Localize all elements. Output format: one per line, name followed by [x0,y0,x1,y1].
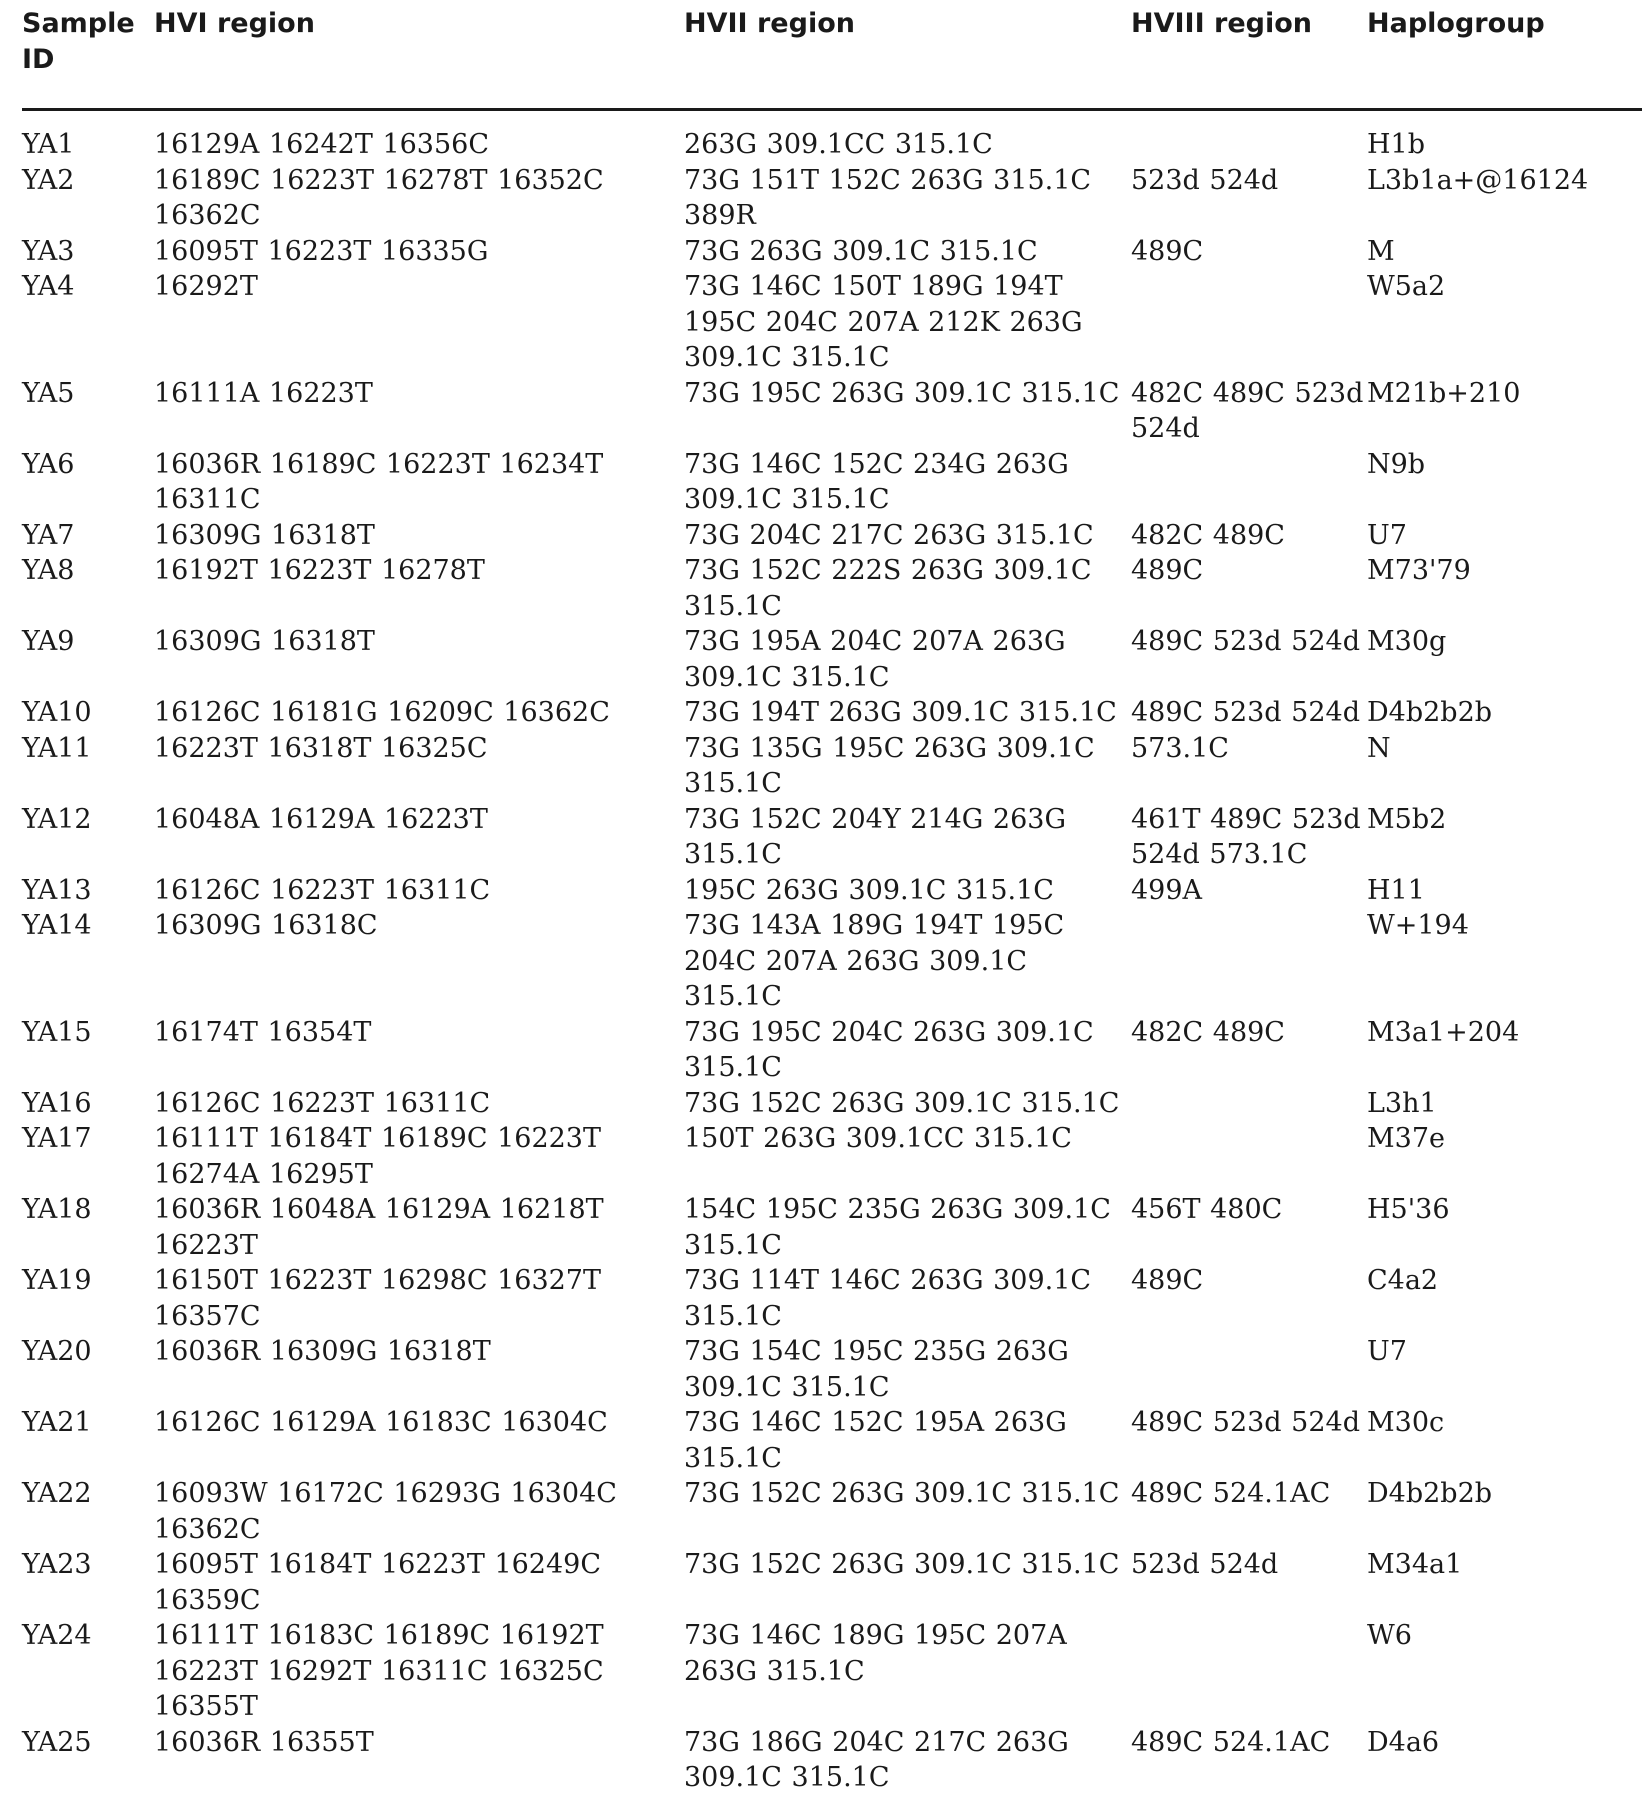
table-row [22,1405,1642,1476]
cell-hvi-region: 16192T 16223T 16278T [154,555,485,586]
mtdna-haplogroup-table [22,4,1642,1796]
cell-haplogroup: H11 [1367,874,1425,906]
cell-sample-id: YA7 [22,519,75,551]
cell-hvi-region: 16126C 16223T 16311C [154,874,491,906]
table-row [22,624,1642,695]
table-header [22,4,1642,110]
cell-hviii-region [1131,1618,1367,1725]
cell-hviii-region [1131,908,1367,1015]
cell-hviii-region: 489C 524.1AC [1131,1726,1331,1758]
cell-hviii-region: 461T 489C 523d 524d 573.1C [1131,803,1361,870]
cell-hvi-region: 16095T 16223T 16335G [154,235,489,267]
table-body [22,110,1642,1796]
table-row [22,110,1642,163]
cell-haplogroup: D4a6 [1367,1726,1440,1758]
cell-hviii-region: 523d 524d [1131,164,1279,196]
table-row [22,1334,1642,1405]
cell-haplogroup: L3b1a+@16124 [1367,164,1589,196]
cell-hviii-region: 489C 523d 524d [1131,1407,1360,1438]
cell-hvii-region: 154C 195C 235G 263G 309.1C 315.1C [684,1194,1111,1261]
cell-haplogroup: W+194 [1367,910,1469,941]
cell-hvii-region: 73G 146C 152C 234G 263G 309.1C 315.1C [684,448,1069,515]
cell-hvi-region: 16111A 16223T [154,377,373,409]
cell-sample-id: YA20 [22,1336,92,1367]
cell-hviii-region: 482C 489C [1131,1016,1285,1048]
cell-sample-id: YA14 [22,910,92,941]
cell-hviii-region [1131,110,1367,163]
header-hvii-region: HVII region [684,4,1131,110]
cell-sample-id: YA19 [22,1265,92,1296]
cell-haplogroup: M30c [1367,1407,1445,1438]
cell-hviii-region [1131,1334,1367,1405]
cell-sample-id: YA16 [22,1087,92,1119]
table-row [22,553,1642,624]
cell-hvi-region: 16111T 16183C 16189C 16192T 16223T 16292T 16311C 16325C 16355T [154,1620,604,1722]
cell-sample-id: YA4 [22,271,75,302]
cell-sample-id: YA22 [22,1478,92,1509]
cell-hviii-region [1131,1121,1367,1192]
cell-hviii-region: 489C 523d 524d [1131,626,1360,657]
table-row [22,802,1642,873]
cell-sample-id: YA9 [22,626,75,657]
cell-hvi-region: 16093W 16172C 16293G 16304C 16362C [154,1478,617,1545]
cell-hvii-region: 73G 135G 195C 263G 309.1C 315.1C [684,732,1095,799]
header-haplogroup: Haplogroup [1367,4,1642,110]
cell-haplogroup: M21b+210 [1367,377,1521,409]
cell-hvii-region: 73G 204C 217C 263G 315.1C [684,519,1094,551]
cell-haplogroup: N9b [1367,448,1426,480]
cell-hvi-region: 16189C 16223T 16278T 16352C 16362C [154,164,604,231]
cell-haplogroup: L3h1 [1367,1087,1437,1119]
table-row [22,1192,1642,1263]
cell-hvi-region: 16036R 16355T [154,1726,374,1758]
cell-hvii-region: 73G 152C 222S 263G 309.1C 315.1C [684,555,1092,622]
cell-hvii-region: 73G 195C 263G 309.1C 315.1C [684,377,1120,409]
cell-hvii-region: 73G 152C 263G 309.1C 315.1C [684,1549,1120,1580]
cell-hvi-region: 16223T 16318T 16325C [154,732,488,764]
cell-haplogroup: C4a2 [1367,1265,1439,1296]
cell-haplogroup: M [1367,235,1395,267]
cell-hvii-region: 73G 263G 309.1C 315.1C [684,235,1038,267]
cell-hvii-region: 263G 309.1CC 315.1C [684,129,993,160]
cell-haplogroup: U7 [1367,1336,1407,1367]
cell-hviii-region [1131,447,1367,518]
table-row [22,234,1642,270]
cell-haplogroup: M73'79 [1367,555,1471,586]
table-row [22,1725,1642,1796]
cell-haplogroup: H5'36 [1367,1194,1450,1225]
cell-hvii-region: 195C 263G 309.1C 315.1C [684,874,1054,906]
cell-sample-id: YA24 [22,1620,92,1651]
cell-hvi-region: 16126C 16181G 16209C 16362C [154,697,610,728]
cell-haplogroup: M5b2 [1367,803,1447,835]
cell-sample-id: YA17 [22,1123,92,1154]
cell-hvi-region: 16309G 16318C [154,910,378,941]
cell-hvi-region: 16111T 16184T 16189C 16223T 16274A 16295T [154,1123,601,1190]
cell-sample-id: YA15 [22,1016,92,1048]
cell-hvii-region: 73G 143A 189G 194T 195C 204C 207A 263G 309.1C 315.1C [684,910,1065,1012]
cell-hviii-region: 489C [1131,235,1204,267]
cell-sample-id: YA12 [22,803,92,835]
cell-hvii-region: 73G 152C 204Y 214G 263G 315.1C [684,803,1067,870]
table-row [22,1086,1642,1122]
cell-sample-id: YA10 [22,697,92,728]
cell-haplogroup: W6 [1367,1620,1412,1651]
cell-hviii-region: 489C 524.1AC [1131,1478,1331,1509]
cell-hvi-region: 16174T 16354T [154,1016,372,1048]
cell-sample-id: YA5 [22,377,75,409]
cell-hvii-region: 73G 154C 195C 235G 263G 309.1C 315.1C [684,1336,1069,1403]
cell-sample-id: YA25 [22,1726,92,1758]
cell-hvi-region: 16126C 16223T 16311C [154,1087,491,1119]
cell-hviii-region: 573.1C [1131,732,1229,764]
cell-hvi-region: 16126C 16129A 16183C 16304C [154,1407,608,1438]
cell-hvi-region: 16095T 16184T 16223T 16249C 16359C [154,1549,601,1616]
cell-hviii-region: 482C 489C [1131,519,1285,551]
cell-hviii-region: 489C [1131,555,1204,586]
cell-haplogroup: M3a1+204 [1367,1016,1520,1048]
cell-hviii-region: 523d 524d [1131,1549,1279,1580]
table-row [22,518,1642,554]
cell-haplogroup: W5a2 [1367,271,1446,302]
cell-hvii-region: 73G 151T 152C 263G 315.1C 389R [684,164,1092,231]
cell-sample-id: YA21 [22,1407,92,1438]
cell-hviii-region: 482C 489C 523d 524d [1131,377,1364,444]
header-hviii-region: HVIII region [1131,4,1367,110]
cell-hviii-region: 456T 480C [1131,1194,1283,1225]
cell-hvii-region: 73G 146C 189G 195C 207A 263G 315.1C [684,1620,1067,1687]
table-row [22,731,1642,802]
cell-haplogroup: U7 [1367,519,1407,551]
cell-haplogroup: D4b2b2b [1367,1478,1493,1509]
header-row [22,4,1642,110]
table-row [22,873,1642,909]
table-row [22,695,1642,731]
cell-hvi-region: 16036R 16309G 16318T [154,1336,491,1367]
table-row [22,1618,1642,1725]
cell-haplogroup: M37e [1367,1123,1445,1154]
table-row [22,1121,1642,1192]
cell-sample-id: YA18 [22,1194,92,1225]
cell-hvi-region: 16048A 16129A 16223T [154,803,488,835]
cell-hvi-region: 16309G 16318T [154,519,375,551]
cell-haplogroup: M30g [1367,626,1447,657]
cell-hvi-region: 16309G 16318T [154,626,375,657]
header-hvi-region: HVI region [154,4,684,110]
cell-hviii-region [1131,269,1367,376]
cell-hvii-region: 73G 194T 263G 309.1C 315.1C [684,697,1117,728]
cell-hvii-region: 73G 152C 263G 309.1C 315.1C [684,1478,1120,1509]
cell-haplogroup: M34a1 [1367,1549,1463,1580]
cell-hviii-region: 489C [1131,1265,1204,1296]
cell-hvi-region: 16292T [154,271,258,302]
cell-haplogroup: N [1367,732,1391,764]
cell-sample-id: YA13 [22,874,92,906]
table-row [22,163,1642,234]
cell-hvii-region: 73G 146C 150T 189G 194T 195C 204C 207A 212K 263G 309.1C 315.1C [684,271,1083,373]
cell-hvii-region: 73G 114T 146C 263G 309.1C 315.1C [684,1265,1092,1332]
cell-hvi-region: 16036R 16048A 16129A 16218T 16223T [154,1194,604,1261]
table-row [22,269,1642,376]
header-sample-id: Sample ID [22,4,154,110]
table-row [22,376,1642,447]
table-row [22,447,1642,518]
cell-hvii-region: 73G 146C 152C 195A 263G 315.1C [684,1407,1067,1474]
cell-hvii-region: 73G 195A 204C 207A 263G 309.1C 315.1C [684,626,1066,693]
cell-hviii-region: 489C 523d 524d [1131,697,1360,728]
table-row [22,1015,1642,1086]
cell-sample-id: YA2 [22,164,75,196]
cell-hvi-region: 16036R 16189C 16223T 16234T 16311C [154,448,604,515]
cell-sample-id: YA11 [22,732,92,764]
cell-haplogroup: D4b2b2b [1367,697,1493,728]
cell-sample-id: YA3 [22,235,75,267]
cell-sample-id: YA23 [22,1549,92,1580]
cell-hvi-region: 16150T 16223T 16298C 16327T 16357C [154,1265,601,1332]
table-row [22,1547,1642,1618]
cell-hvii-region: 73G 195C 204C 263G 309.1C 315.1C [684,1016,1094,1083]
cell-hvii-region: 150T 263G 309.1CC 315.1C [684,1123,1072,1154]
cell-hvii-region: 73G 186G 204C 217C 263G 309.1C 315.1C [684,1726,1069,1793]
cell-hviii-region [1131,1086,1367,1122]
cell-sample-id: YA6 [22,448,75,480]
table-row [22,1476,1642,1547]
cell-haplogroup: H1b [1367,129,1426,160]
table-row [22,1263,1642,1334]
cell-hviii-region: 499A [1131,874,1203,906]
cell-sample-id: YA1 [22,129,75,160]
cell-hvi-region: 16129A 16242T 16356C [154,129,490,160]
cell-sample-id: YA8 [22,555,75,586]
cell-hvii-region: 73G 152C 263G 309.1C 315.1C [684,1087,1120,1119]
table-row [22,908,1642,1015]
